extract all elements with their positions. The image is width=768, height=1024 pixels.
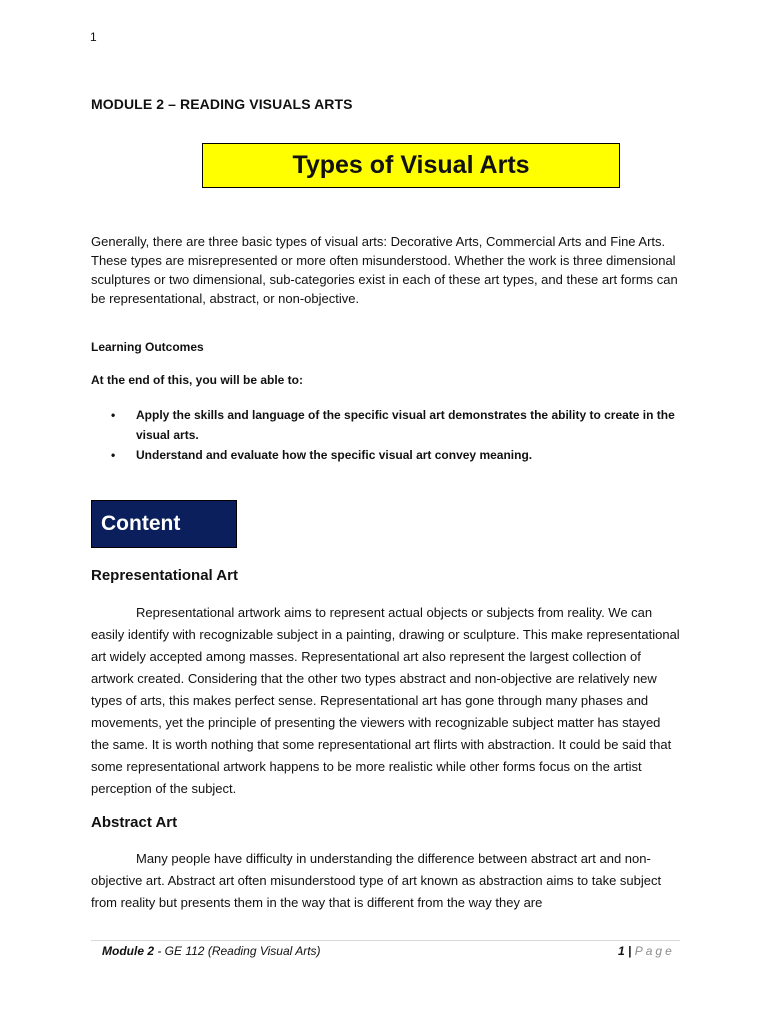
- section-heading-representational: Representational Art: [91, 567, 238, 584]
- bullet-icon: •: [111, 408, 116, 422]
- footer-page-number: 1: [618, 944, 625, 958]
- title-box: [202, 143, 620, 188]
- list-item-text: Understand and evaluate how the specific visual art convey meaning.: [136, 448, 533, 462]
- learning-outcomes-list: [91, 405, 691, 465]
- module-heading: MODULE 2 – READING VISUALS ARTS: [91, 96, 353, 112]
- section-paragraph-abstract: Many people have difficulty in understanding the difference between abstract art and non-objective art. Abstract art often misunderstood type of art known as abstraction aims to take subject from reality but presents them in the way that is different from the way they are: [91, 851, 662, 910]
- bullet-icon: •: [111, 448, 116, 462]
- section-heading-abstract: Abstract Art: [91, 814, 178, 831]
- footer-page-word: Page: [634, 944, 675, 958]
- footer-course: - GE 112 (Reading Visual Arts): [154, 944, 321, 958]
- footer-left: [102, 944, 321, 958]
- intro-paragraph: Generally, there are three basic types of visual arts: Decorative Arts, Commercial Arts and Fine Arts. These types are misrepresented or more often misunderstood. Whether the work is three dimensional sculptures or two dimensional, sub-categories exist in each of these art types, and these art forms can be representational, abstract, or non-objective.: [91, 234, 678, 306]
- list-item: [91, 405, 691, 445]
- footer-module: Module 2: [102, 944, 155, 958]
- list-item-text: Apply the skills and language of the specific visual art demonstrates the ability to create in the visual arts.: [136, 408, 675, 442]
- footer-separator: |: [628, 944, 632, 958]
- section-paragraph-representational: Representational artwork aims to represent actual objects or subjects from reality. We can easily identify with recognizable subject in a painting, drawing or sculpture. This make representational art widely accepted among masses. Representational art also represent the largest collection of artwork created. Considering that the other two types abstract and non-objective are relatively new types of arts, this makes perfect sense. Representational art has gone through many phases and movements, yet the principle of presenting the viewers with recognizable subject matter has stayed the same. It is worth nothing that some representational art flirts with abstraction. It could be said that some representational artwork happens to be more realistic while other forms focus on the artist perception of the subject.: [91, 605, 680, 796]
- page-number-top: 1: [90, 30, 97, 44]
- footer-right: [618, 944, 675, 958]
- learning-outcomes-lead: At the end of this, you will be able to:: [91, 373, 304, 387]
- page-title: Types of Visual Arts: [292, 151, 530, 179]
- learning-outcomes-heading: Learning Outcomes: [91, 340, 204, 354]
- footer-rule: [91, 940, 680, 941]
- content-box: [91, 500, 237, 548]
- list-item: [91, 445, 691, 465]
- content-label: Content: [101, 512, 181, 535]
